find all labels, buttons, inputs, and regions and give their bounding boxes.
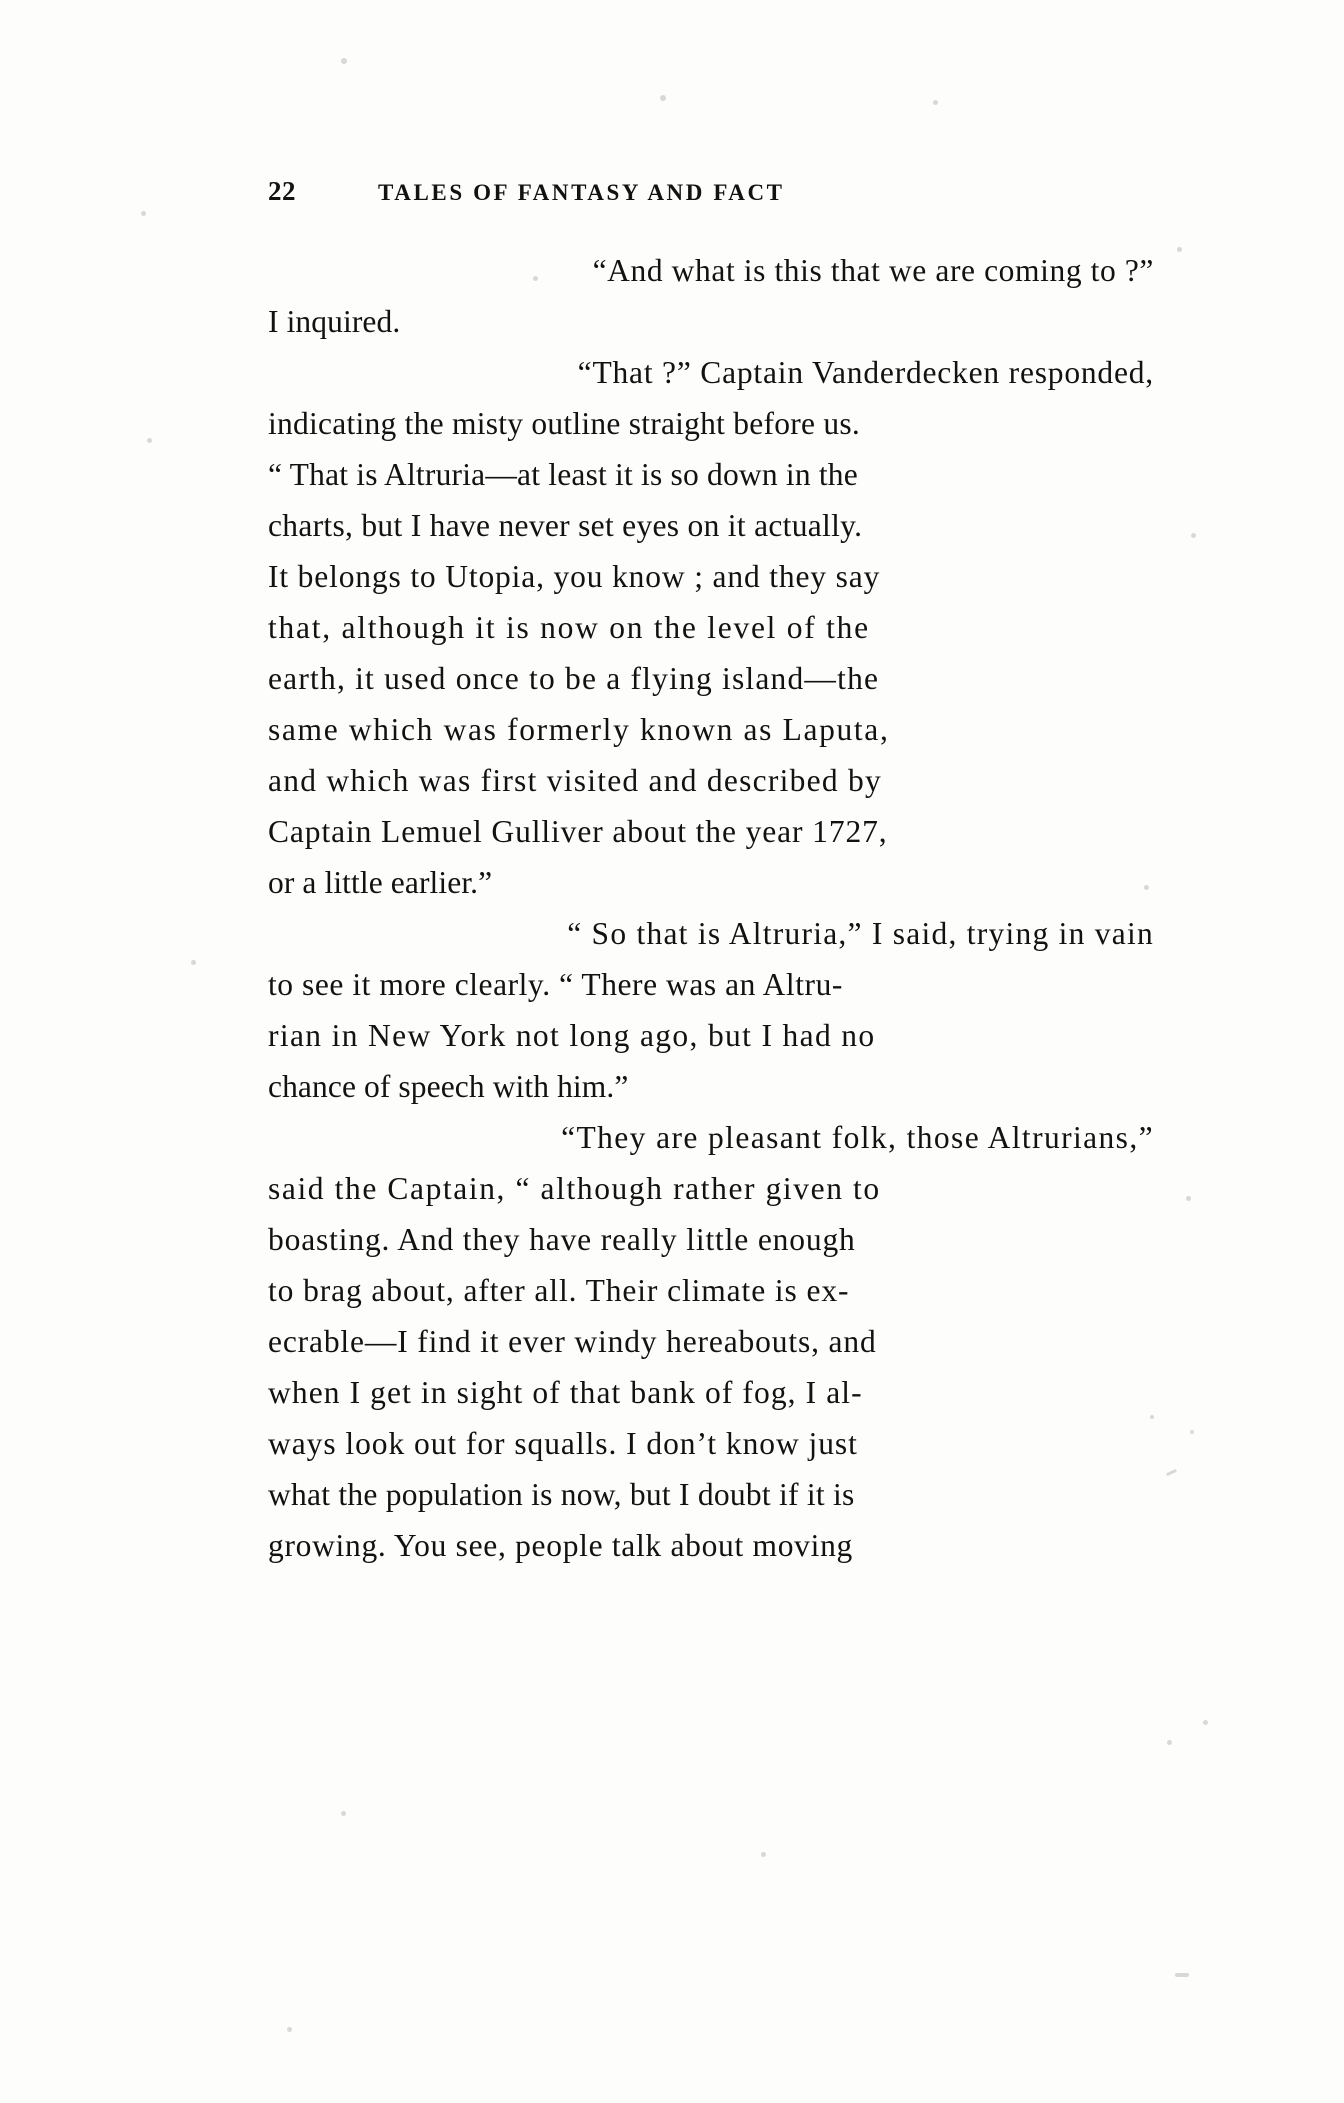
text-line: when I get in sight of that bank of fog, I al-	[268, 1375, 863, 1410]
text-line: that, although it is now on the level of the	[268, 610, 870, 645]
paper-speck	[1177, 247, 1182, 252]
text-line: said the Captain, “ although rather given to	[268, 1171, 881, 1206]
page-header	[268, 176, 1168, 210]
text-line: indicating the misty outline straight before us.	[268, 406, 861, 441]
paper-speck	[1190, 1430, 1194, 1434]
text-line: growing. You see, people talk about moving	[268, 1528, 853, 1563]
text-line: “And what is this that we are coming to ?”	[592, 253, 1154, 288]
paper-speck	[341, 1811, 346, 1816]
text-line: “ That is Altruria—at least it is so down in the	[268, 457, 858, 492]
text-line: ecrable—I find it ever windy hereabouts, and	[268, 1324, 877, 1359]
text-line: or a little earlier.”	[268, 865, 493, 900]
paragraph	[268, 347, 1154, 908]
paper-speck	[191, 960, 196, 965]
text-line: to brag about, after all. Their climate is ex-	[268, 1273, 850, 1308]
paragraph	[268, 245, 1154, 347]
paragraph	[268, 908, 1154, 1112]
text-line: earth, it used once to be a flying island—the	[268, 661, 880, 696]
text-line: It belongs to Utopia, you know ; and they say	[268, 559, 881, 594]
text-line: to see it more clearly. “ There was an Altru-	[268, 967, 843, 1002]
running-head: TALES OF FANTASY AND FACT	[378, 180, 785, 205]
text-line: rian in New York not long ago, but I had no	[268, 1018, 876, 1053]
text-line: what the population is now, but I doubt if it is	[268, 1477, 855, 1512]
paper-speck	[1166, 1469, 1177, 1476]
text-line: I inquired.	[268, 304, 401, 339]
paper-speck	[141, 211, 146, 216]
text-line: boasting. And they have really little enough	[268, 1222, 856, 1257]
paper-speck	[1167, 1740, 1172, 1745]
text-line: chance of speech with him.”	[268, 1069, 629, 1104]
paper-speck	[933, 100, 938, 105]
text-line: “That ?” Captain Vanderdecken responded,	[577, 355, 1154, 390]
paper-speck	[1203, 1720, 1208, 1725]
body-text	[268, 245, 1154, 1571]
paper-speck	[761, 1852, 766, 1857]
paper-speck	[1175, 1973, 1189, 1977]
paragraph	[268, 1112, 1154, 1571]
text-line: ways look out for squalls. I don’t know just	[268, 1426, 858, 1461]
paper-speck	[1191, 533, 1196, 538]
paper-speck	[341, 58, 347, 64]
text-line: Captain Lemuel Gulliver about the year 1727,	[268, 814, 888, 849]
text-line: charts, but I have never set eyes on it actually.	[268, 508, 863, 543]
paper-speck	[660, 95, 666, 101]
paper-speck	[1186, 1196, 1191, 1201]
text-line: “They are pleasant folk, those Altrurians,”	[561, 1120, 1154, 1155]
text-line: same which was formerly known as Laputa,	[268, 712, 890, 747]
paper-speck	[287, 2027, 292, 2032]
page-number: 22	[268, 176, 296, 206]
text-line: and which was first visited and described by	[268, 763, 882, 798]
text-line: “ So that is Altruria,” I said, trying in vain	[567, 916, 1154, 951]
paper-speck	[147, 438, 152, 443]
